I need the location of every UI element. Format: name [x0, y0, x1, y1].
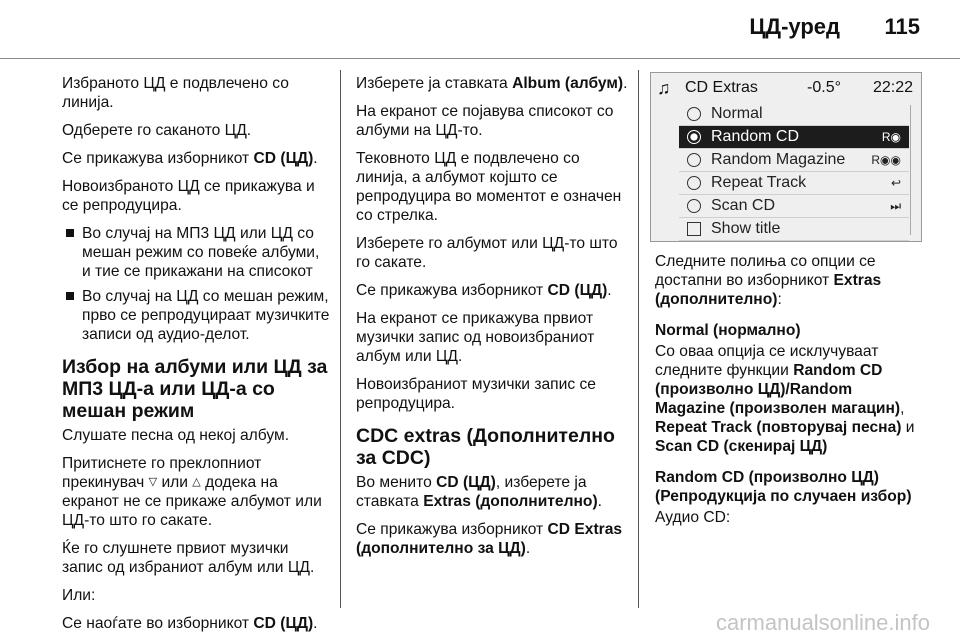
column-1: [62, 74, 330, 642]
extras-menu-list: [679, 103, 909, 241]
subheading-random-cd: Random CD (произволно ЦД) (Репродукција по случаен избор): [655, 469, 912, 505]
radio-selected-icon: [687, 130, 701, 144]
paragraph: Притиснете го преклопниот прекинувач ▽ или △ додека на екранот не се прикаже албумот или ЦД-то што го сакате.: [62, 455, 322, 530]
paragraph: Тековното ЦД е подвлечено со линија, а албумот којшто се репродуцира во моментот е означен со стрелка.: [356, 150, 622, 224]
random-magazine-icon: R◉◉: [871, 153, 901, 167]
random-cd-icon: R◉: [881, 130, 901, 144]
paragraph: Одберете го саканото ЦД.: [62, 122, 252, 139]
section-heading: CDC extras (Дополнително за CDC): [356, 425, 615, 469]
up-arrow-icon: △: [192, 476, 201, 489]
paragraph: Се прикажува изборникот CD Extras (дополнително за ЦД).: [356, 521, 623, 557]
radio-icon: [687, 153, 701, 167]
paragraph: Во менито CD (ЦД), изберете ја ставката Extras (дополнително).: [356, 474, 602, 510]
page-header: [0, 0, 960, 60]
watermark: carmanualsonline.info: [715, 610, 930, 635]
list-item: Во случај на МП3 ЦД или ЦД со мешан режим со повеќе албуми, и тие се прикажани на списокот: [62, 224, 330, 281]
paragraph: Изберете ја ставката Album (албум).: [356, 75, 628, 92]
menu-item-normal: Normal: [679, 103, 909, 126]
scan-icon: ⏭: [890, 199, 901, 213]
paragraph: Следните полиња со опции се достапни во изборникот Extras (дополнително):: [655, 253, 882, 308]
radio-icon: [687, 176, 701, 190]
checkbox-icon: [687, 222, 701, 236]
paragraph: Или:: [62, 587, 96, 605]
down-arrow-icon: ▽: [148, 476, 158, 489]
paragraph: Новоизбраното ЦД се прикажува и се репродуцира.: [62, 178, 315, 214]
list-item: Во случај на ЦД со мешан режим, прво се репродуцираат музичките записи од аудио-делот.: [62, 287, 330, 344]
clock-readout: 22:22: [872, 79, 913, 96]
paragraph: Ќе го слушнете првиот музички запис од избраниот албум или ЦД.: [62, 540, 315, 577]
paragraph: Се прикажува изборникот CD (ЦД).: [356, 282, 612, 299]
paragraph: Изберете го албумот или ЦД-то што го сакате.: [356, 235, 618, 271]
screen-title: CD Extras: [685, 79, 758, 96]
paragraph: Со оваа опција се исклучуваат следните функции Random CD (произволно ЦД)/Random Magazine (произволен магацин), Repeat Track (повторувај песна) и Scan CD (скенирај ЦД): [655, 343, 915, 455]
screen-status-bar: [651, 73, 921, 103]
menu-item-random-cd: Random CD R◉: [679, 126, 909, 149]
column-divider-2: [638, 70, 639, 608]
paragraph: Слушате песна од некој албум.: [62, 427, 290, 444]
bullet-list: [62, 224, 330, 344]
paragraph: Новоизбраниот музички запис се репродуцира.: [356, 376, 596, 412]
repeat-icon: ↩: [890, 176, 901, 190]
radio-icon: [687, 199, 701, 213]
menu-item-random-magazine: Random Magazine R◉◉: [679, 149, 909, 172]
column-divider-1: [340, 70, 341, 608]
column-2: [356, 74, 628, 567]
paragraph: Избраното ЦД е подвлечено со линија.: [62, 75, 289, 111]
radio-icon: [687, 107, 701, 121]
screen-scrollbar: [910, 105, 919, 235]
paragraph: Аудио CD:: [655, 509, 731, 526]
menu-item-show-title: Show title: [679, 218, 909, 241]
menu-item-scan-cd: Scan CD ⏭: [679, 195, 909, 218]
paragraph: Се наоѓате во изборникот CD (ЦД).: [62, 615, 318, 633]
paragraph: На екранот се појавува списокот со албуми на ЦД-то.: [356, 103, 614, 139]
page-number: 115: [884, 14, 920, 39]
paragraph: Се прикажува изборникот CD (ЦД).: [62, 150, 318, 167]
music-note-icon: ♫: [657, 78, 671, 98]
cd-extras-screen: [650, 72, 922, 242]
page-title: ЦД-уред: [749, 14, 840, 39]
paragraph: На екранот се прикажува првиот музички запис од новоизбраниот албум или ЦД.: [356, 310, 595, 365]
temperature-readout: -0.5°: [807, 79, 841, 96]
menu-item-repeat-track: Repeat Track ↩: [679, 172, 909, 195]
subheading-normal: Normal (нормално): [655, 322, 801, 339]
section-heading: Избор на албуми или ЦД за МП3 ЦД-а или ЦД-а со мешан режим: [62, 356, 328, 422]
column-3: [655, 252, 925, 536]
header-rule: [0, 58, 960, 59]
